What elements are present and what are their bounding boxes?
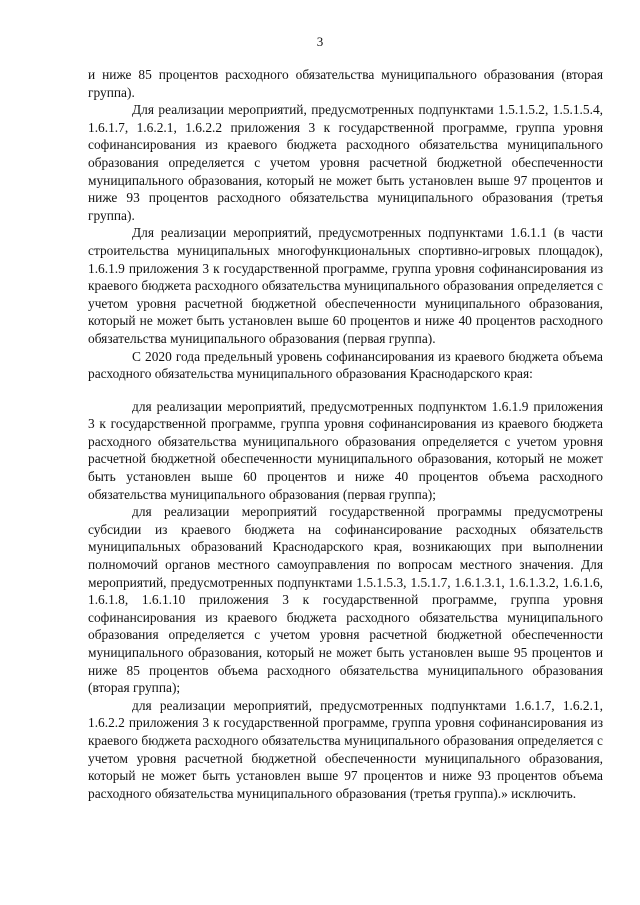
page-number: 3	[316, 34, 324, 49]
paragraph-third-group-rule: Для реализации мероприятий, предусмотренных подпунктами 1.5.1.5.2, 1.5.1.5.4, 1.6.1.7, 1.6.2.1, 1.6.2.2 приложения 3 к государственной программе, группа уровня софинансирования из краевого бюджета расходного обязательства муниципального образования определяется с учетом уровня расчетной бюджетной обеспеченности муниципального образования, который не может быть установлен выше 97 процентов и ниже 93 процентов расходного обязательства муниципального образования (третья группа).	[88, 102, 603, 223]
paragraph-first-group-rule: Для реализации мероприятий, предусмотренных подпунктами 1.6.1.1 (в части строительства муниципальных многофункциональных спортивно-игровых площадок), 1.6.1.9 приложения 3 к государственной программе, группа уровня софинансирования из краевого бюджета расходного обязательства муниципального образования определяется с учетом уровня расчетной бюджетной обеспеченности муниципального образования, который не может быть установлен выше 60 процентов и ниже 40 процентов расходного обязательства муниципального образования (первая группа).	[88, 225, 603, 346]
paragraph-2020-intro: С 2020 года предельный уровень софинансирования из краевого бюджета объема расходного обязательства муниципального образования Краснодарского края:	[88, 348, 603, 382]
document-body	[88, 66, 603, 802]
paragraph-continuation: и ниже 85 процентов расходного обязательства муниципального образования (вторая группа).	[88, 67, 603, 100]
list-item-second-group: для реализации мероприятий государственной программы предусмотрены субсидии из краевого бюджета на софинансирование расходных обязательств муниципальных образований Краснодарского края, возникающих при выполнении полномочий органов местного самоуправления по вопросам местного значения. Для мероприятий, предусмотренных подпунктами 1.5.1.5.3, 1.5.1.7, 1.6.1.3.1, 1.6.1.3.2, 1.6.1.6, 1.6.1.8, 1.6.1.10 приложения 3 к государственной программе, группа уровня софинансирования из краевого бюджета расходного обязательства муниципального образования определяется с учетом уровня расчетной бюджетной обеспеченности муниципального образования, который не может быть установлен выше 95 процентов и ниже 85 процентов объема расходного обязательства муниципального образования (вторая группа);	[88, 504, 603, 696]
list-item-third-group: для реализации мероприятий, предусмотренных подпунктами 1.6.1.7, 1.6.2.1, 1.6.2.2 приложения 3 к государственной программе, группа уровня софинансирования из краевого бюджета расходного обязательства муниципального образования определяется с учетом уровня расчетной бюджетной обеспеченности муниципального образования, который не может быть установлен выше 97 процентов и ниже 93 процентов объема расходного обязательства муниципального образования (третья группа).» исключить.	[88, 697, 603, 801]
list-item-first-group: для реализации мероприятий, предусмотренных подпунктом 1.6.1.9 приложения 3 к государственной программе, группа уровня софинансирования из краевого бюджета расходного обязательства муниципального образования определяется с учетом уровня расчетной бюджетной обеспеченности муниципального образования, который не может быть установлен выше 60 процентов и ниже 40 процентов объема расходного обязательства муниципального образования (первая группа);	[88, 398, 603, 502]
